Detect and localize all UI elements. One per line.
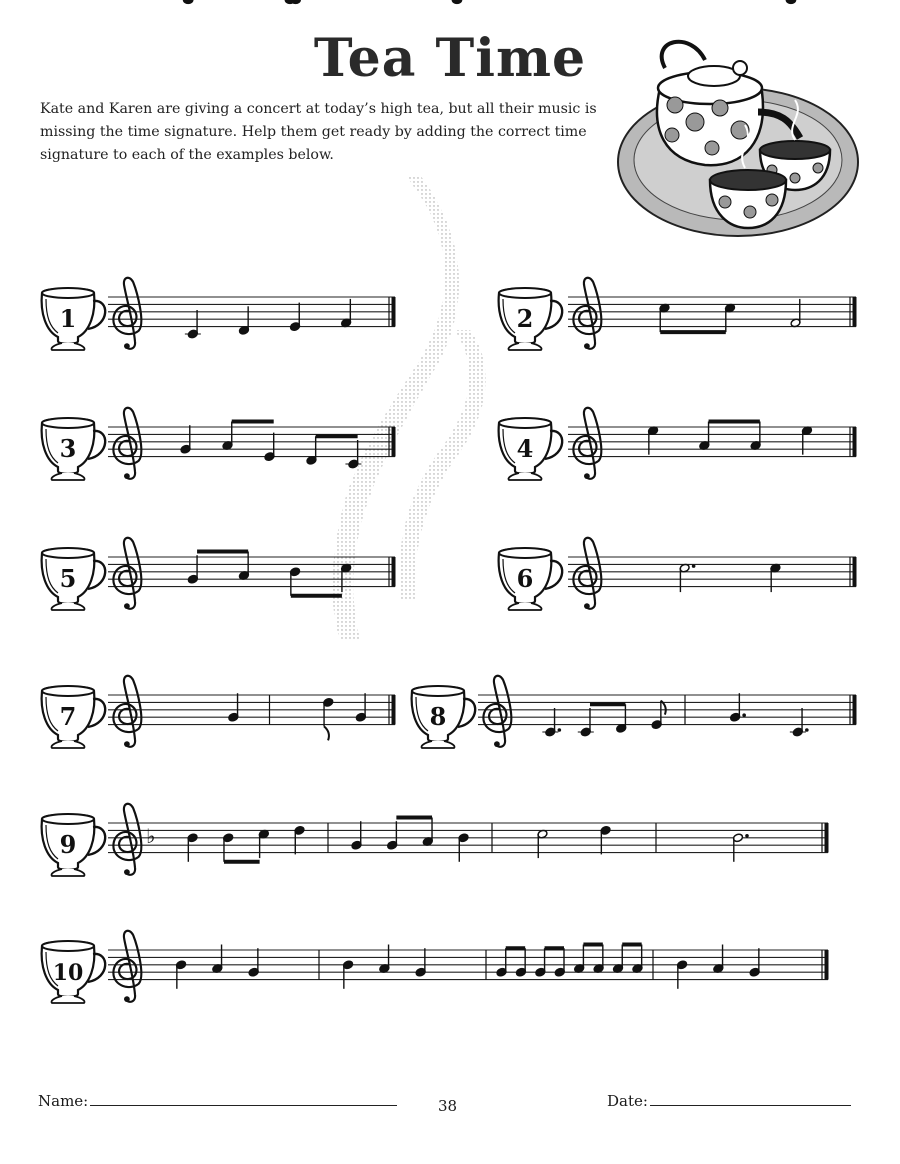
note-C5 (724, 303, 735, 332)
exercise-number: 5 (59, 564, 77, 593)
note-G4 (387, 821, 398, 850)
treble-clef-icon (113, 931, 141, 1002)
note-G4 (415, 948, 426, 977)
teacup-icon (42, 288, 106, 350)
note-A4 (699, 422, 710, 451)
exercise-number: 10 (52, 960, 84, 986)
note-E5 (801, 426, 812, 455)
exercise-number: 2 (516, 304, 534, 333)
treble-clef-icon (573, 538, 601, 609)
treble-clef-icon (113, 676, 141, 747)
note-G4 (496, 948, 507, 977)
note-C4 (578, 708, 594, 737)
teacup-icon (499, 288, 563, 350)
note-B4 (343, 960, 354, 989)
note-G4 (187, 555, 198, 584)
exercise-3 (42, 408, 395, 480)
treble-clef-icon (113, 278, 141, 349)
exercise-9 (42, 804, 828, 876)
note-B4 (187, 833, 198, 862)
treble-clef-icon (573, 408, 601, 479)
note-D5 (294, 826, 305, 855)
date-label: Date: (607, 1092, 648, 1110)
name-line[interactable] (90, 1091, 397, 1106)
note-quarter (184, 0, 193, 3)
note-C5 (659, 303, 670, 332)
note-G4 (535, 948, 546, 977)
note-C4 (185, 310, 201, 339)
note-B4 (732, 833, 748, 862)
exercise-number: 8 (429, 702, 447, 731)
treble-clef-icon (113, 804, 141, 875)
note-D4 (238, 306, 249, 335)
name-field[interactable] (38, 1091, 397, 1110)
note-D5 (600, 826, 611, 855)
note-C5 (258, 829, 269, 858)
note-A4 (713, 945, 724, 974)
exercise-2 (499, 278, 856, 350)
teacup-icon (42, 941, 106, 1003)
note-G4 (351, 821, 362, 850)
teacup-icon (42, 814, 106, 876)
note-A4 (222, 422, 233, 451)
note-D4 (616, 704, 627, 733)
page-number: 38 (438, 1097, 458, 1115)
teacup-icon (42, 686, 106, 748)
note-E4 (651, 701, 662, 730)
note-A4 (238, 552, 249, 581)
note-A4 (593, 945, 604, 974)
exercise-number: 7 (59, 702, 77, 731)
note-C4 (790, 708, 809, 737)
exercise-1 (42, 278, 395, 350)
exercise-4 (499, 408, 856, 480)
exercise-number: 1 (59, 304, 77, 333)
treble-clef-icon (113, 408, 141, 479)
note-B4 (176, 960, 187, 989)
teacup-icon (499, 548, 563, 610)
steam-decoration (332, 175, 485, 640)
note-E5 (648, 426, 659, 455)
note-G4 (554, 948, 565, 977)
exercise-number: 4 (516, 434, 534, 463)
note-D5 (323, 698, 334, 727)
note-B4 (677, 960, 688, 989)
note-G4 (355, 693, 366, 722)
note-A4 (613, 945, 624, 974)
exercise-6 (499, 538, 856, 610)
note-B4 (458, 833, 469, 862)
name-label: Name: (38, 1092, 89, 1110)
page-title: Tea Time (313, 28, 587, 89)
teacup-icon (499, 418, 563, 480)
note-A4 (632, 945, 643, 974)
note-C5 (770, 563, 781, 592)
note-E4 (290, 303, 301, 332)
note-A4 (574, 945, 585, 974)
note-B4 (290, 567, 301, 596)
teacup-icon (42, 418, 106, 480)
note-quarter (452, 0, 461, 3)
note-D4 (306, 436, 317, 465)
date-field[interactable] (607, 1091, 851, 1110)
teapot-illustration (618, 42, 858, 236)
note-A4 (212, 945, 223, 974)
note-G4 (180, 425, 191, 454)
teacup-icon (412, 686, 476, 748)
flag (324, 726, 329, 740)
exercise-8 (412, 676, 856, 748)
note-quarter (786, 0, 795, 3)
exercise-number: 9 (59, 830, 77, 859)
date-line[interactable] (650, 1091, 851, 1106)
note-G4 (749, 948, 760, 977)
note-C5 (537, 829, 548, 858)
intro-paragraph: Kate and Karen are giving a concert at today’s high tea, but all their music is missing the time signature. Help them get ready by adding the correct time signature to each of the examples below. (40, 101, 597, 163)
treble-clef-icon (483, 676, 511, 747)
note-B4 (223, 833, 234, 862)
note-A4 (379, 945, 390, 974)
note-C4 (542, 708, 561, 737)
note-F4 (341, 299, 352, 328)
exercise-number: 3 (59, 434, 77, 463)
note-E4 (264, 433, 275, 462)
note-G4 (515, 948, 526, 977)
treble-clef-icon (113, 538, 141, 609)
exercise-number: 6 (516, 564, 534, 593)
note-G4 (248, 948, 259, 977)
note-quarter (285, 0, 294, 3)
note-C4 (345, 440, 361, 469)
note-C5 (679, 563, 695, 592)
flat-sign: ♭ (146, 823, 156, 848)
teacup-icon (42, 548, 106, 610)
note-A4 (750, 422, 761, 451)
note-F4 (790, 299, 801, 328)
treble-clef-icon (573, 278, 601, 349)
note-G4 (228, 693, 239, 722)
note-A4 (422, 818, 433, 847)
